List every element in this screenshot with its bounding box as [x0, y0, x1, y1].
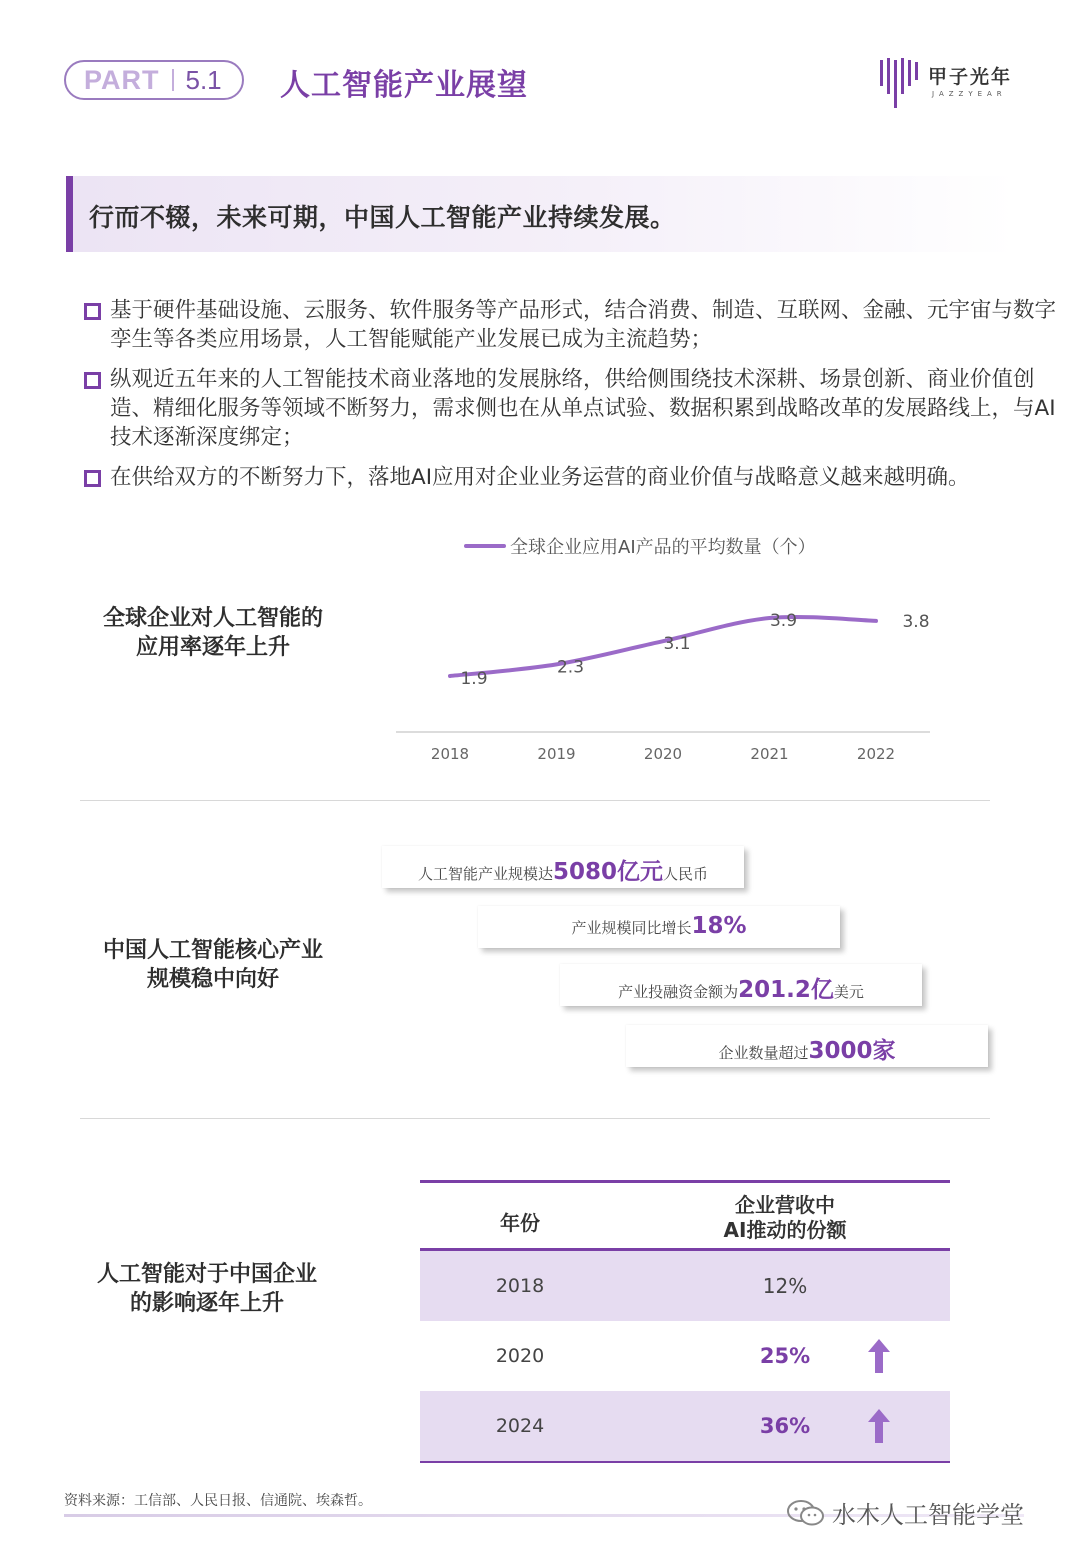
source-note: 资料来源：工信部、人民日报、信通院、埃森哲。: [64, 1493, 372, 1509]
data-label: 2.3: [556, 657, 585, 678]
x-tick-label: 2018: [430, 745, 470, 763]
row-year: 2024: [495, 1415, 545, 1437]
stat-value: 5080亿元: [552, 859, 663, 885]
ai-share-table: [420, 1180, 950, 1463]
x-tick-labels: [431, 745, 895, 763]
section-label-scale: [68, 936, 358, 994]
stat-card-growth: [478, 906, 840, 948]
x-tick-label: 2022: [856, 745, 896, 763]
section-label-line: 的影响逐年上升: [129, 1291, 284, 1316]
square-bullet-icon: [84, 470, 101, 487]
section-divider: [80, 800, 990, 801]
section-label-adoption: [68, 604, 358, 662]
square-bullet-icon: [84, 372, 101, 389]
section-label-line: 全球企业对人工智能的: [102, 606, 323, 631]
wechat-account-name: 水木人工智能学堂: [832, 1501, 1024, 1529]
table-header: [420, 1183, 950, 1251]
headline-banner: [66, 176, 1016, 252]
bullet-item: [84, 365, 1056, 452]
x-tick-label: 2019: [537, 745, 576, 763]
headline-text: 行而不辍，未来可期，中国人工智能产业持续发展。: [89, 203, 676, 232]
bullet-text: 在供给双方的不断努力下，落地AI应用对企业业务运营的商业价值与战略意义越来越明确。: [110, 465, 970, 490]
section-divider: [80, 1118, 990, 1119]
section-label-line: 应用率逐年上升: [135, 635, 290, 660]
stat-value: 201.2亿: [738, 977, 834, 1003]
stat-value: 18%: [691, 913, 747, 939]
logo-bars-icon: [878, 56, 920, 110]
x-tick-label: 2020: [643, 745, 683, 763]
header-share-line: 企业营收中: [735, 1193, 835, 1217]
data-label: 3.8: [902, 611, 930, 632]
stat-prefix: 产业规模同比增长: [571, 919, 692, 937]
bullet-item: [84, 296, 1056, 354]
row-share: 12%: [762, 1274, 808, 1298]
stat-suffix: 美元: [833, 983, 864, 1001]
stat-card-enterprises: [626, 1025, 988, 1067]
stat-prefix: 企业数量超过: [718, 1044, 809, 1062]
data-label: 3.9: [769, 611, 798, 631]
section-label-line: 人工智能对于中国企业: [96, 1262, 317, 1287]
section-label-line: 规模稳中向好: [146, 967, 279, 992]
stat-value: 3000家: [808, 1038, 896, 1064]
row-share: 25%: [759, 1344, 811, 1368]
data-label: 1.9: [460, 669, 488, 689]
row-share: 36%: [759, 1414, 811, 1438]
arrow-up-icon: [868, 1409, 890, 1443]
data-label: 3.1: [663, 634, 691, 655]
arrow-up-icon: [868, 1339, 890, 1373]
brand-logo: [878, 56, 1018, 112]
section-label-line: 中国人工智能核心产业: [102, 938, 323, 963]
wechat-watermark: [786, 1495, 1056, 1531]
wechat-icon: [786, 1499, 826, 1527]
legend-label: 全球企业应用AI产品的平均数量（个）: [510, 537, 816, 558]
table-row: [420, 1321, 950, 1391]
bullet-text: 基于硬件基础设施、云服务、软件服务等产品形式，结合消费、制造、互联网、金融、元宇宙与数字孪生等各类应用场景，人工智能赋能产业发展已成为主流趋势；: [110, 298, 1057, 352]
bullet-list: [84, 296, 1056, 503]
logo-text-en: JAZZYEAR: [932, 90, 1007, 98]
row-year: 2020: [495, 1345, 545, 1367]
stat-suffix: 人民币: [663, 865, 709, 883]
header-year: 年份: [500, 1211, 540, 1235]
header-share-line: AI推动的份额: [723, 1218, 847, 1242]
part-number: 5.1: [185, 64, 222, 95]
data-labels: [460, 611, 929, 689]
part-badge: [64, 60, 244, 100]
part-divider: [172, 69, 174, 91]
row-year: 2018: [495, 1275, 545, 1297]
stat-card-industry-scale: [382, 846, 744, 888]
logo-text-cn: 甲子光年: [928, 66, 1013, 88]
table-row: [420, 1251, 950, 1321]
header-share: [690, 1193, 880, 1243]
stat-card-investment: [560, 964, 922, 1006]
bullet-text: 纵观近五年来的人工智能技术商业落地的发展脉络，供给侧围绕技术深耕、场景创新、商业价值创造、精细化服务等领域不断努力，需求侧也在从单点试验、数据积累到战略改革的发展路线上，与AI技术逐渐深度绑定；: [110, 367, 1056, 450]
square-bullet-icon: [84, 303, 101, 320]
table-bottom-rule: [420, 1461, 950, 1463]
page-title: 人工智能产业展望: [280, 68, 528, 103]
adoption-line-chart: [380, 520, 960, 780]
section-label-impact: [62, 1260, 352, 1318]
table-row: [420, 1391, 950, 1461]
x-tick-label: 2021: [750, 745, 789, 763]
stat-prefix: 人工智能产业规模达: [417, 865, 553, 883]
bullet-item: [84, 463, 1056, 492]
stat-prefix: 产业投融资金额为: [618, 983, 739, 1001]
part-label: PART: [84, 64, 160, 95]
